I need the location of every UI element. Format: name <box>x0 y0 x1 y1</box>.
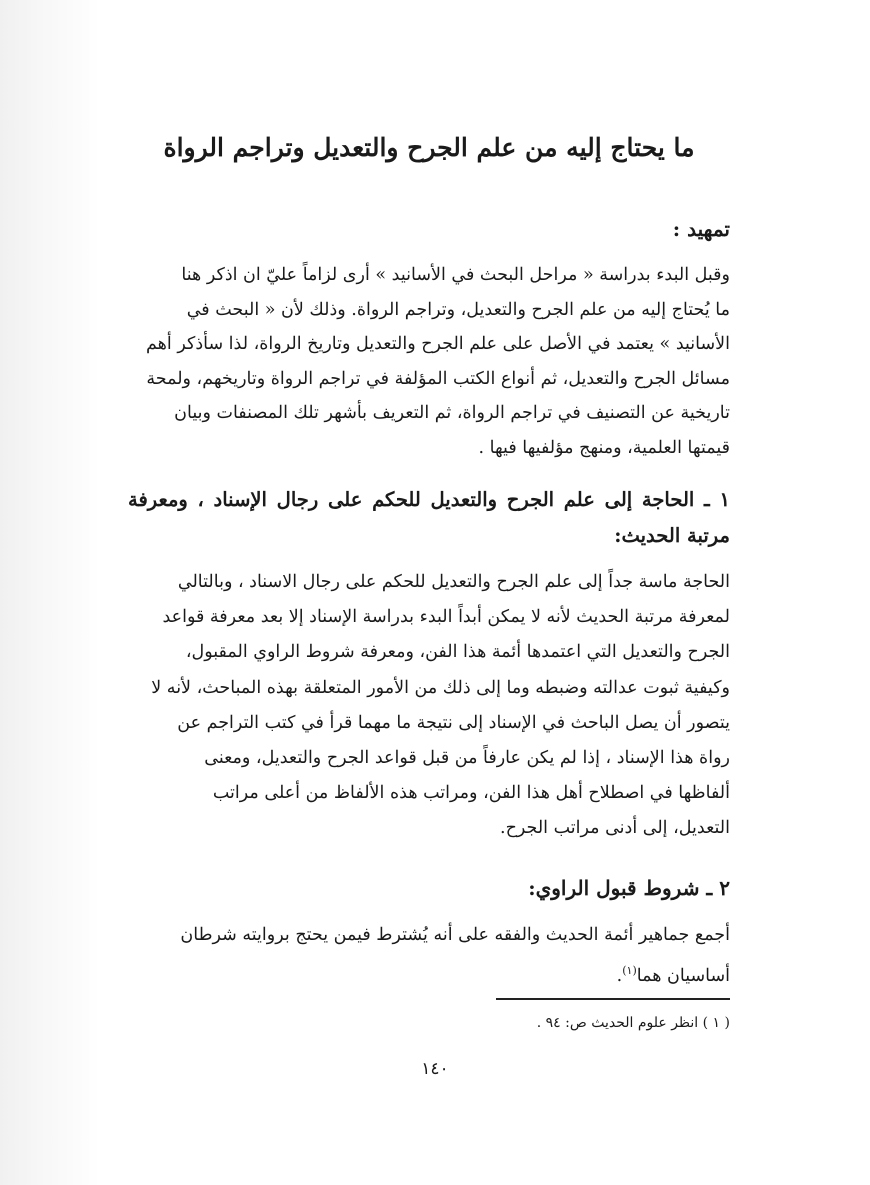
footnote: ( ١ ) انظر علوم الحديث ص: ٩٤ . <box>536 1015 730 1031</box>
footnote-reference[interactable]: (١) <box>622 964 637 977</box>
section-1-heading <box>128 482 730 554</box>
text-line: ألفاظها في اصطلاح أهل هذا الفن، ومراتب هذه الألفاظ من أعلى مراتب <box>212 783 730 804</box>
text-line: رواة هذا الإسناد ، إذا لم يكن عارفاً من قبل قواعد الجرح والتعديل، ومعنى <box>204 748 730 769</box>
footnote-divider <box>496 998 730 1000</box>
heading-line: ١ ـ الحاجة إلى علم الجرح والتعديل للحكم على رجال الإسناد ، ومعرفة <box>128 488 730 511</box>
section-2-heading: ٢ ـ شروط قبول الراوي: <box>528 876 730 900</box>
text-line: مسائل الجرح والتعديل، ثم أنواع الكتب المؤلفة في تراجم الرواة وتاريخهم، ولمحة <box>146 368 730 389</box>
intro-paragraph <box>128 258 730 465</box>
text-line: تاريخية عن التصنيف في تراجم الرواة، ثم التعريف بأشهر تلك المصنفات وبيان <box>174 403 730 423</box>
page-number: ١٤٠ <box>421 1059 449 1079</box>
page-gutter-shadow <box>0 0 100 1185</box>
intro-heading: تمهيد : <box>672 217 730 241</box>
text-line: ما يُحتاج إليه من علم الجرح والتعديل، وتراجم الرواة. وذلك لأن « البحث في <box>186 299 730 320</box>
text-line <box>128 953 730 994</box>
text-line: وقبل البدء بدراسة « مراحل البحث في الأسانيد » أرى لزاماً عليّ ان اذكر هنا <box>181 265 730 285</box>
text-line: أجمع جماهير أئمة الحديث والفقه على أنه يُشترط فيمن يحتج بروايته شرطان <box>180 925 730 945</box>
text-line: وكيفية ثبوت عدالته وضبطه وما إلى ذلك من الأمور المتعلقة بهذه المباحث، لأنه لا <box>151 677 730 698</box>
text-line: الجرح والتعديل التي اعتمدها أئمة هذا الفن، ومعرفة شروط الراوي المقبول، <box>185 642 730 663</box>
text-line: الأسانيد » يعتمد في الأصل على علم الجرح والتعديل وتاريخ الرواة، لذا سأذكر أهم <box>146 334 730 354</box>
text-line: لمعرفة مرتبة الحديث لأنه لا يمكن أبداً البدء بدراسة الإسناد إلا بعد معرفة قواعد <box>162 607 730 628</box>
text-fragment: أساسيان هما <box>636 965 730 986</box>
page-title: ما يحتاج إليه من علم الجرح والتعديل وتراجم الرواة <box>163 133 695 162</box>
text-line: الحاجة ماسة جداً إلى علم الجرح والتعديل للحكم على رجال الاسناد ، وبالتالي <box>177 572 730 592</box>
heading-line: مرتبة الحديث: <box>614 524 730 547</box>
text-line: التعديل، إلى أدنى مراتب الجرح. <box>500 818 730 839</box>
section-2-paragraph <box>128 918 730 994</box>
section-1-paragraph <box>128 565 730 847</box>
text-line: قيمتها العلمية، ومنهج مؤلفيها فيها . <box>478 437 730 458</box>
text-fragment: . <box>616 965 623 986</box>
text-line: يتصور أن يصل الباحث في الإسناد إلى نتيجة ما مهما قرأ في كتب التراجم عن <box>177 712 730 733</box>
